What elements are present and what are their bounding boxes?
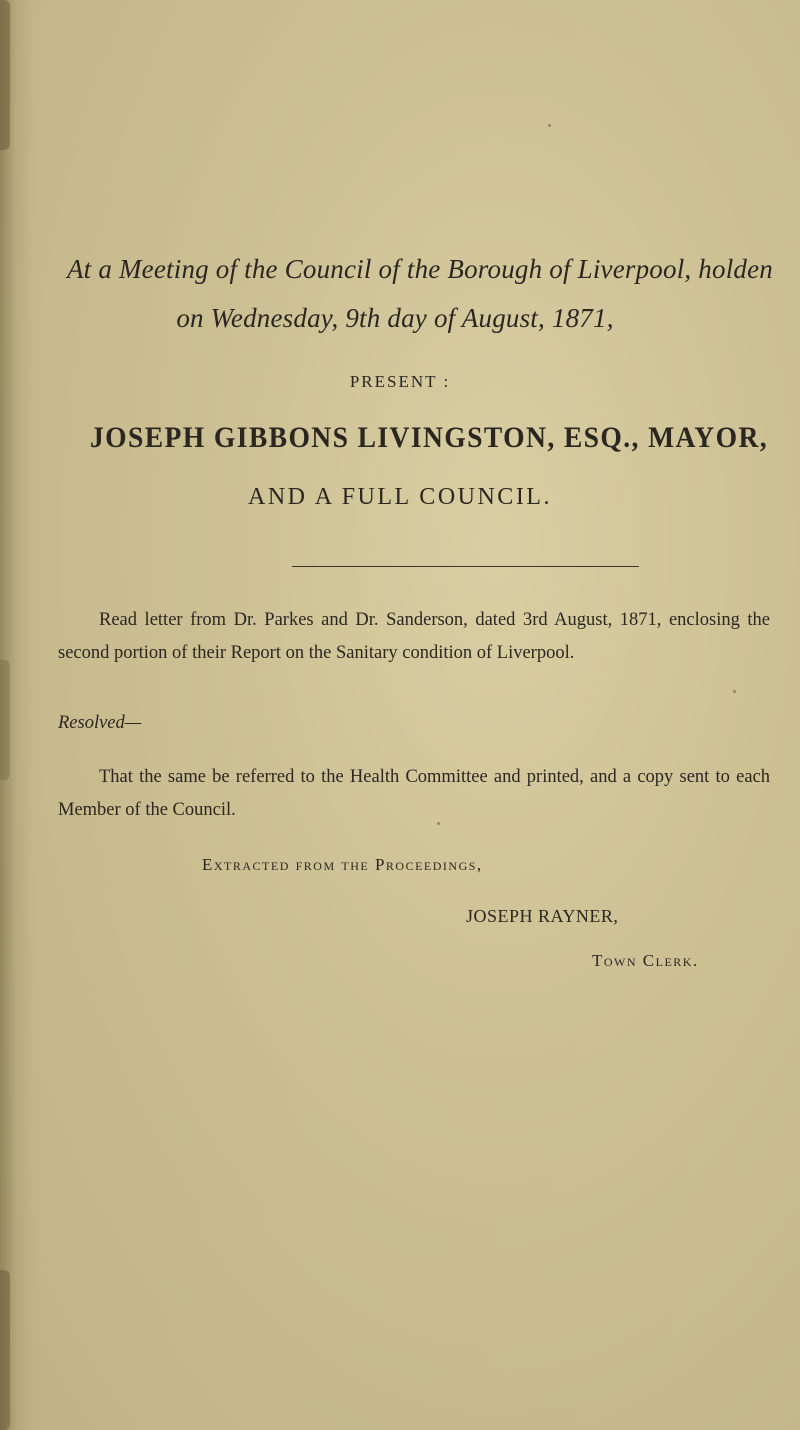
meeting-heading-line-1: At a Meeting of the Council of the Borough of Liverpool, holden [66, 254, 773, 284]
resolved-label: Resolved— [58, 713, 142, 733]
town-clerk-name: JOSEPH RAYNER, [466, 906, 619, 926]
present-label: PRESENT : [349, 372, 451, 391]
paper-speck [548, 124, 551, 127]
full-council-line: AND A FULL COUNCIL. [248, 484, 552, 510]
meeting-heading-line-2: on Wednesday, 9th day of August, 1871, [176, 303, 614, 333]
read-letter-paragraph: Read letter from Dr. Parkes and Dr. Sanderson, dated 3rd August, 1871, enclosing the second portion of their Report on the Sanitary condition of Liverpool. [58, 610, 770, 663]
page-edge-stain-bottom [0, 1270, 10, 1430]
page-edge-stain-top [0, 0, 10, 150]
paper-speck [733, 690, 736, 693]
mayor-attendee-line: JOSEPH GIBBONS LIVINGSTON, ESQ., MAYOR, [90, 421, 769, 454]
section-divider [292, 566, 639, 567]
resolution-paragraph: That the same be referred to the Health Committee and printed, and a copy sent to each Member of the Council. [58, 767, 770, 820]
town-clerk-title: Town Clerk. [592, 951, 699, 970]
page-edge-stain-middle [0, 660, 10, 780]
extracted-from-proceedings: Extracted from the Proceedings, [202, 855, 483, 874]
